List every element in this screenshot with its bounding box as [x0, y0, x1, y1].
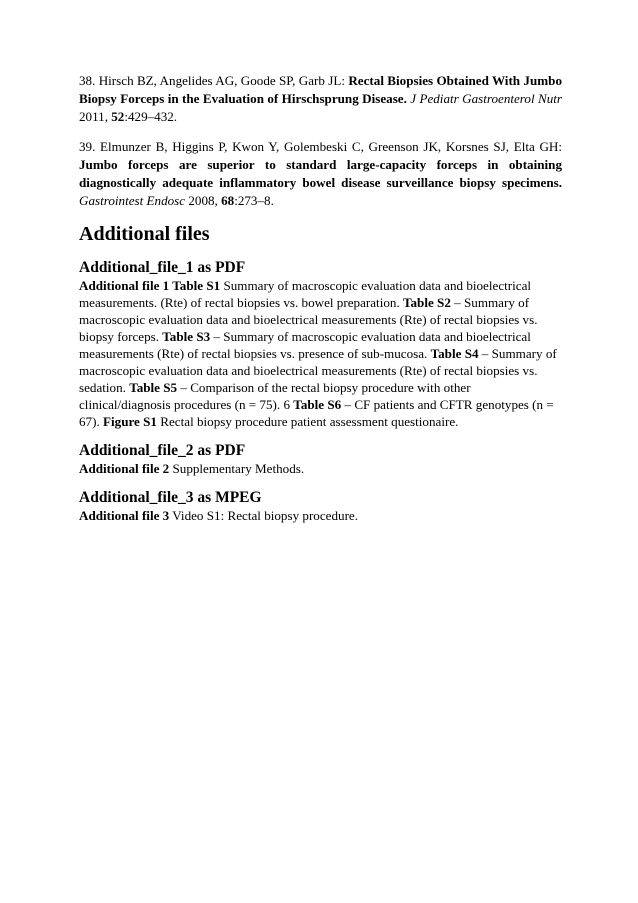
table-label: Table S3 [162, 329, 211, 344]
reference-journal: J Pediatr Gastroenterol Nutr [410, 91, 562, 106]
table-label: Table S2 [402, 295, 451, 310]
table-label: Table S5 [129, 380, 178, 395]
reference-year: 2008, [185, 193, 222, 208]
file-text: – Summary of macroscopic evaluation data and bioelectrical measurements (Rte) of rectal biopsies vs. presence of sub-mucosa. [79, 329, 531, 361]
file-label: Additional file 1 Table S1 [79, 278, 221, 293]
file-text: Summary of macroscopic evaluation data and bioelectrical measurements. (Rte) of rectal biopsies vs. bowel preparation. [79, 278, 532, 310]
reference-authors: 39. Elmunzer B, Higgins P, Kwon Y, Golembeski C, Greenson JK, Korsnes SJ, Elta GH: [79, 139, 562, 154]
additional-file-2 [79, 442, 562, 477]
reference-38 [79, 72, 562, 126]
document-page [79, 72, 562, 536]
file-text: Supplementary Methods. [169, 461, 305, 476]
additional-file-3 [79, 489, 562, 524]
file-heading: Additional_file_1 as PDF [79, 259, 246, 276]
reference-39 [79, 138, 562, 210]
reference-volume: 68 [221, 193, 235, 208]
reference-year: 2011, [79, 109, 112, 124]
table-label: Table S4 [430, 346, 479, 361]
file-description [79, 460, 562, 477]
table-label: Table S6 [293, 397, 342, 412]
reference-pages: :273–8. [234, 193, 274, 208]
file-text: – Summary of macroscopic evaluation data and bioelectrical measurements (Rte) of rectal biopsies vs. sedation. [79, 346, 557, 395]
reference-pages: :429–432. [124, 109, 178, 124]
file-text: Video S1: Rectal biopsy procedure. [169, 508, 359, 523]
section-title-additional-files: Additional files [79, 223, 210, 245]
file-label: Additional file 2 [79, 461, 170, 476]
reference-title: Jumbo forceps are superior to standard large-capacity forceps in obtaining diagnostically adequate inflammatory bowel disease surveillance biopsy specimens. [79, 157, 562, 190]
file-label: Additional file 3 [79, 508, 170, 523]
figure-label: Figure S1 [103, 414, 157, 429]
reference-volume: 52 [111, 109, 125, 124]
file-text: – CF patients and CFTR genotypes (n = 67). [79, 397, 554, 429]
reference-authors: 38. Hirsch BZ, Angelides AG, Goode SP, Garb JL: [79, 73, 349, 88]
reference-title: Rectal Biopsies Obtained With Jumbo Biopsy Forceps in the Evaluation of Hirschsprung Disease. [79, 73, 562, 106]
file-description [79, 507, 562, 524]
additional-file-1 [79, 259, 562, 430]
file-heading: Additional_file_2 as PDF [79, 442, 246, 459]
reference-journal: Gastrointest Endosc [79, 193, 186, 208]
file-text: – Summary of macroscopic evaluation data and bioelectrical measurements (Rte) of rectal biopsies vs. biopsy forceps. [79, 295, 538, 344]
file-text: Rectal biopsy procedure patient assessment questionaire. [156, 414, 459, 429]
file-heading: Additional_file_3 as MPEG [79, 489, 262, 506]
file-description [79, 277, 562, 430]
file-text: – Comparison of the rectal biopsy procedure with other clinical/diagnosis procedures (n = 75). 6 [79, 380, 471, 412]
